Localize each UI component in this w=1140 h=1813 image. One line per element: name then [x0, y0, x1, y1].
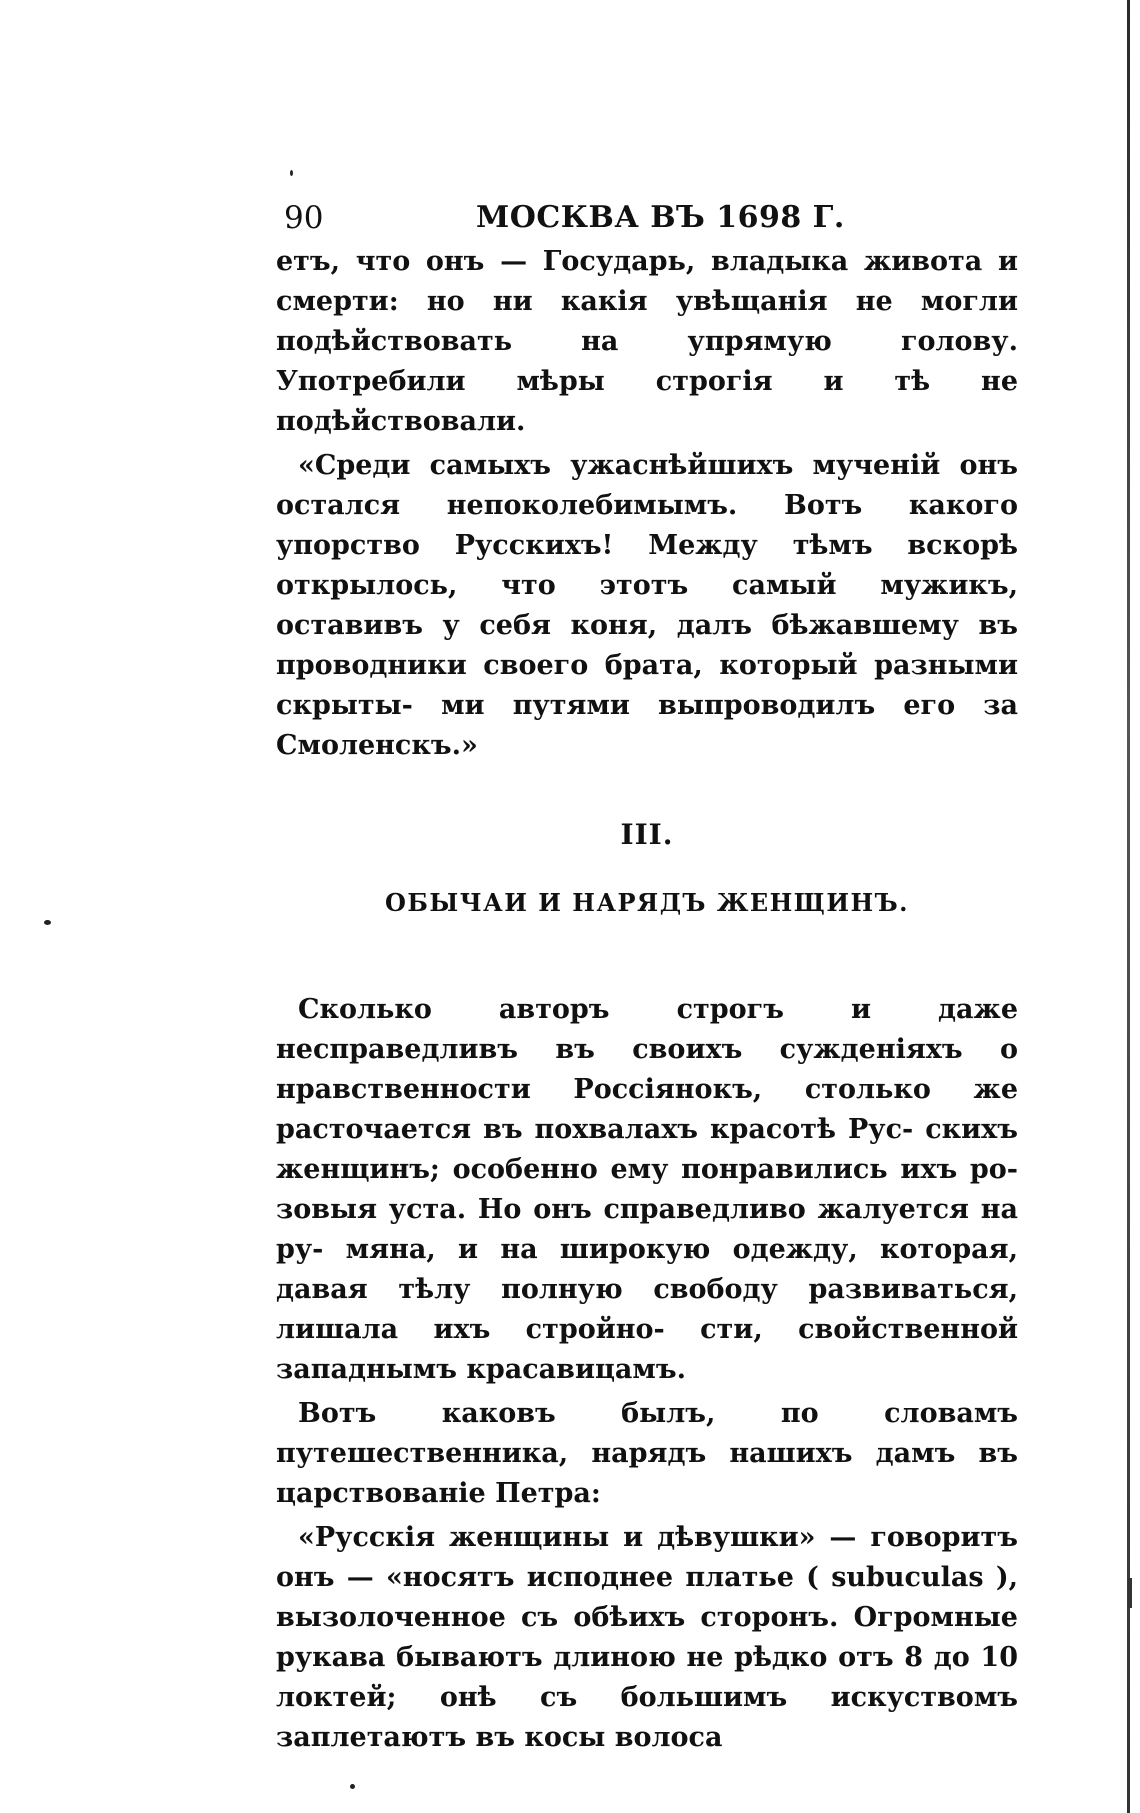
paragraph: Вотъ каковъ былъ, по словамъ путешественника, нарядъ нашихъ дамъ въ царствованіе Петра:	[276, 1398, 1018, 1509]
ink-speck	[350, 1784, 355, 1789]
ink-speck	[290, 170, 293, 176]
section-number: III.	[620, 818, 674, 851]
page-content	[276, 198, 1018, 1758]
page-number: 90	[284, 200, 324, 236]
page-edge-line	[1127, 0, 1130, 1813]
section-title: ОБЫЧАИ И НАРЯДЪ ЖЕНЩИНЪ.	[384, 888, 909, 917]
running-title: МОСКВА ВЪ 1698 Г.	[476, 200, 845, 235]
running-header	[276, 198, 1018, 242]
paragraph: «Русскія женщины и дѣвушки» — говоритъ онъ — «носятъ исподнее платье ( subuculas ), вызолоченное съ обѣихъ сторонъ. Огромные рукава бываютъ длиною не рѣдко отъ 8 до 10 локтей; онѣ съ большимъ искуствомъ заплетаютъ въ косы волоса	[276, 1522, 1018, 1753]
paragraph: Сколько авторъ строгъ и даже несправедливъ въ своихъ сужденіяхъ о нравственности Россіянокъ, столько же расточается въ похвалахъ красотѣ Рус- скихъ женщинъ; особенно ему понравились ихъ ро- зовыя уста. Но онъ справедливо жалуется на ру- мяна, и на широкую одежду, которая, давая тѣлу полную свободу развиваться, лишала ихъ стройно- сти, свойственной западнымъ красавицамъ.	[276, 994, 1018, 1385]
paragraph: етъ, что онъ — Государь, владыка живота и смерти: но ни какія увѣщанія не могли подѣйствовать на упрямую голову. Употребили мѣры строгія и тѣ не подѣйствовали.	[276, 246, 1018, 437]
edge-mark	[1128, 1578, 1132, 1608]
paragraph: «Среди самыхъ ужаснѣйшихъ мученій онъ остался непоколебимымъ. Вотъ какого упорство Русскихъ! Между тѣмъ вскорѣ открылось, что этотъ самый мужикъ, оставивъ у себя коня, далъ бѣжавшему въ проводники своего брата, который разными скрыты- ми путями выпроводилъ его за Смоленскъ.»	[276, 450, 1018, 761]
ink-speck	[44, 920, 51, 925]
